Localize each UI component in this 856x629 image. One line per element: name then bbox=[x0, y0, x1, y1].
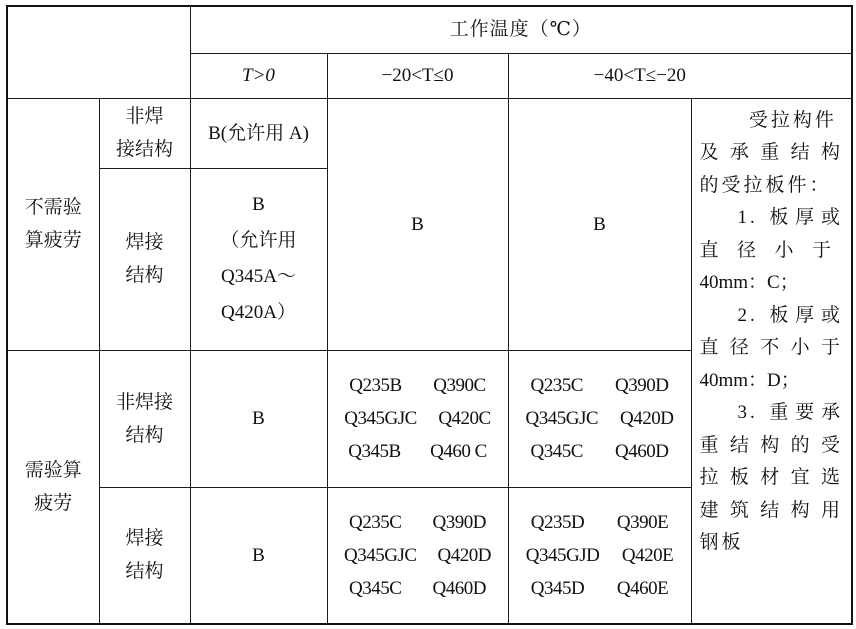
temp-header-m20-0: −20<T≤0 bbox=[327, 53, 508, 98]
fatigue-non-welded-m40-m20: Q235C Q390D Q345GJC Q420D Q345C Q460D bbox=[508, 350, 691, 487]
non-welded-label: 非焊 接结构 bbox=[99, 98, 190, 168]
tension-member-note: 受拉构件 及承重结构 的受拉板件： 1. 板厚或 直径小于 40mm：C； 2. 板厚或 直径不小于 40mm：D； 3. 重要承 重结构的受 拉板材宜选 建筑结构用 钢板 bbox=[691, 98, 852, 624]
fatigue-label: 需验算 疲劳 bbox=[7, 350, 99, 624]
no-fatigue-m40-m20: B bbox=[508, 98, 691, 350]
fatigue-welded-gt0: B bbox=[190, 487, 327, 624]
work-temperature-header: 工作温度（℃） bbox=[190, 6, 852, 53]
welded-label: 焊接 结构 bbox=[99, 168, 190, 350]
fatigue-welded-m40-m20: Q235D Q390E Q345GJD Q420E Q345D Q460E bbox=[508, 487, 691, 624]
steel-grade-table bbox=[6, 5, 853, 625]
temp-header-gt-0: T>0 bbox=[190, 53, 327, 98]
temp-header-m40-m20: −40<T≤−20 bbox=[508, 53, 852, 98]
fatigue-non-welded-label: 非焊接 结构 bbox=[99, 350, 190, 487]
fatigue-non-welded-gt0: B bbox=[190, 350, 327, 487]
no-fatigue-m20-0: B bbox=[327, 98, 508, 350]
fatigue-non-welded-m20-0: Q235B Q390C Q345GJC Q420C Q345B Q460 C bbox=[327, 350, 508, 487]
no-fatigue-label: 不需验 算疲劳 bbox=[7, 98, 99, 350]
corner-cell bbox=[7, 6, 190, 98]
no-fatigue-welded-gt0: B （允许用 Q345A～ Q420A） bbox=[190, 168, 327, 350]
no-fatigue-non-welded-gt0: B(允许用 A) bbox=[190, 98, 327, 168]
fatigue-welded-label: 焊接 结构 bbox=[99, 487, 190, 624]
fatigue-welded-m20-0: Q235C Q390D Q345GJC Q420D Q345C Q460D bbox=[327, 487, 508, 624]
